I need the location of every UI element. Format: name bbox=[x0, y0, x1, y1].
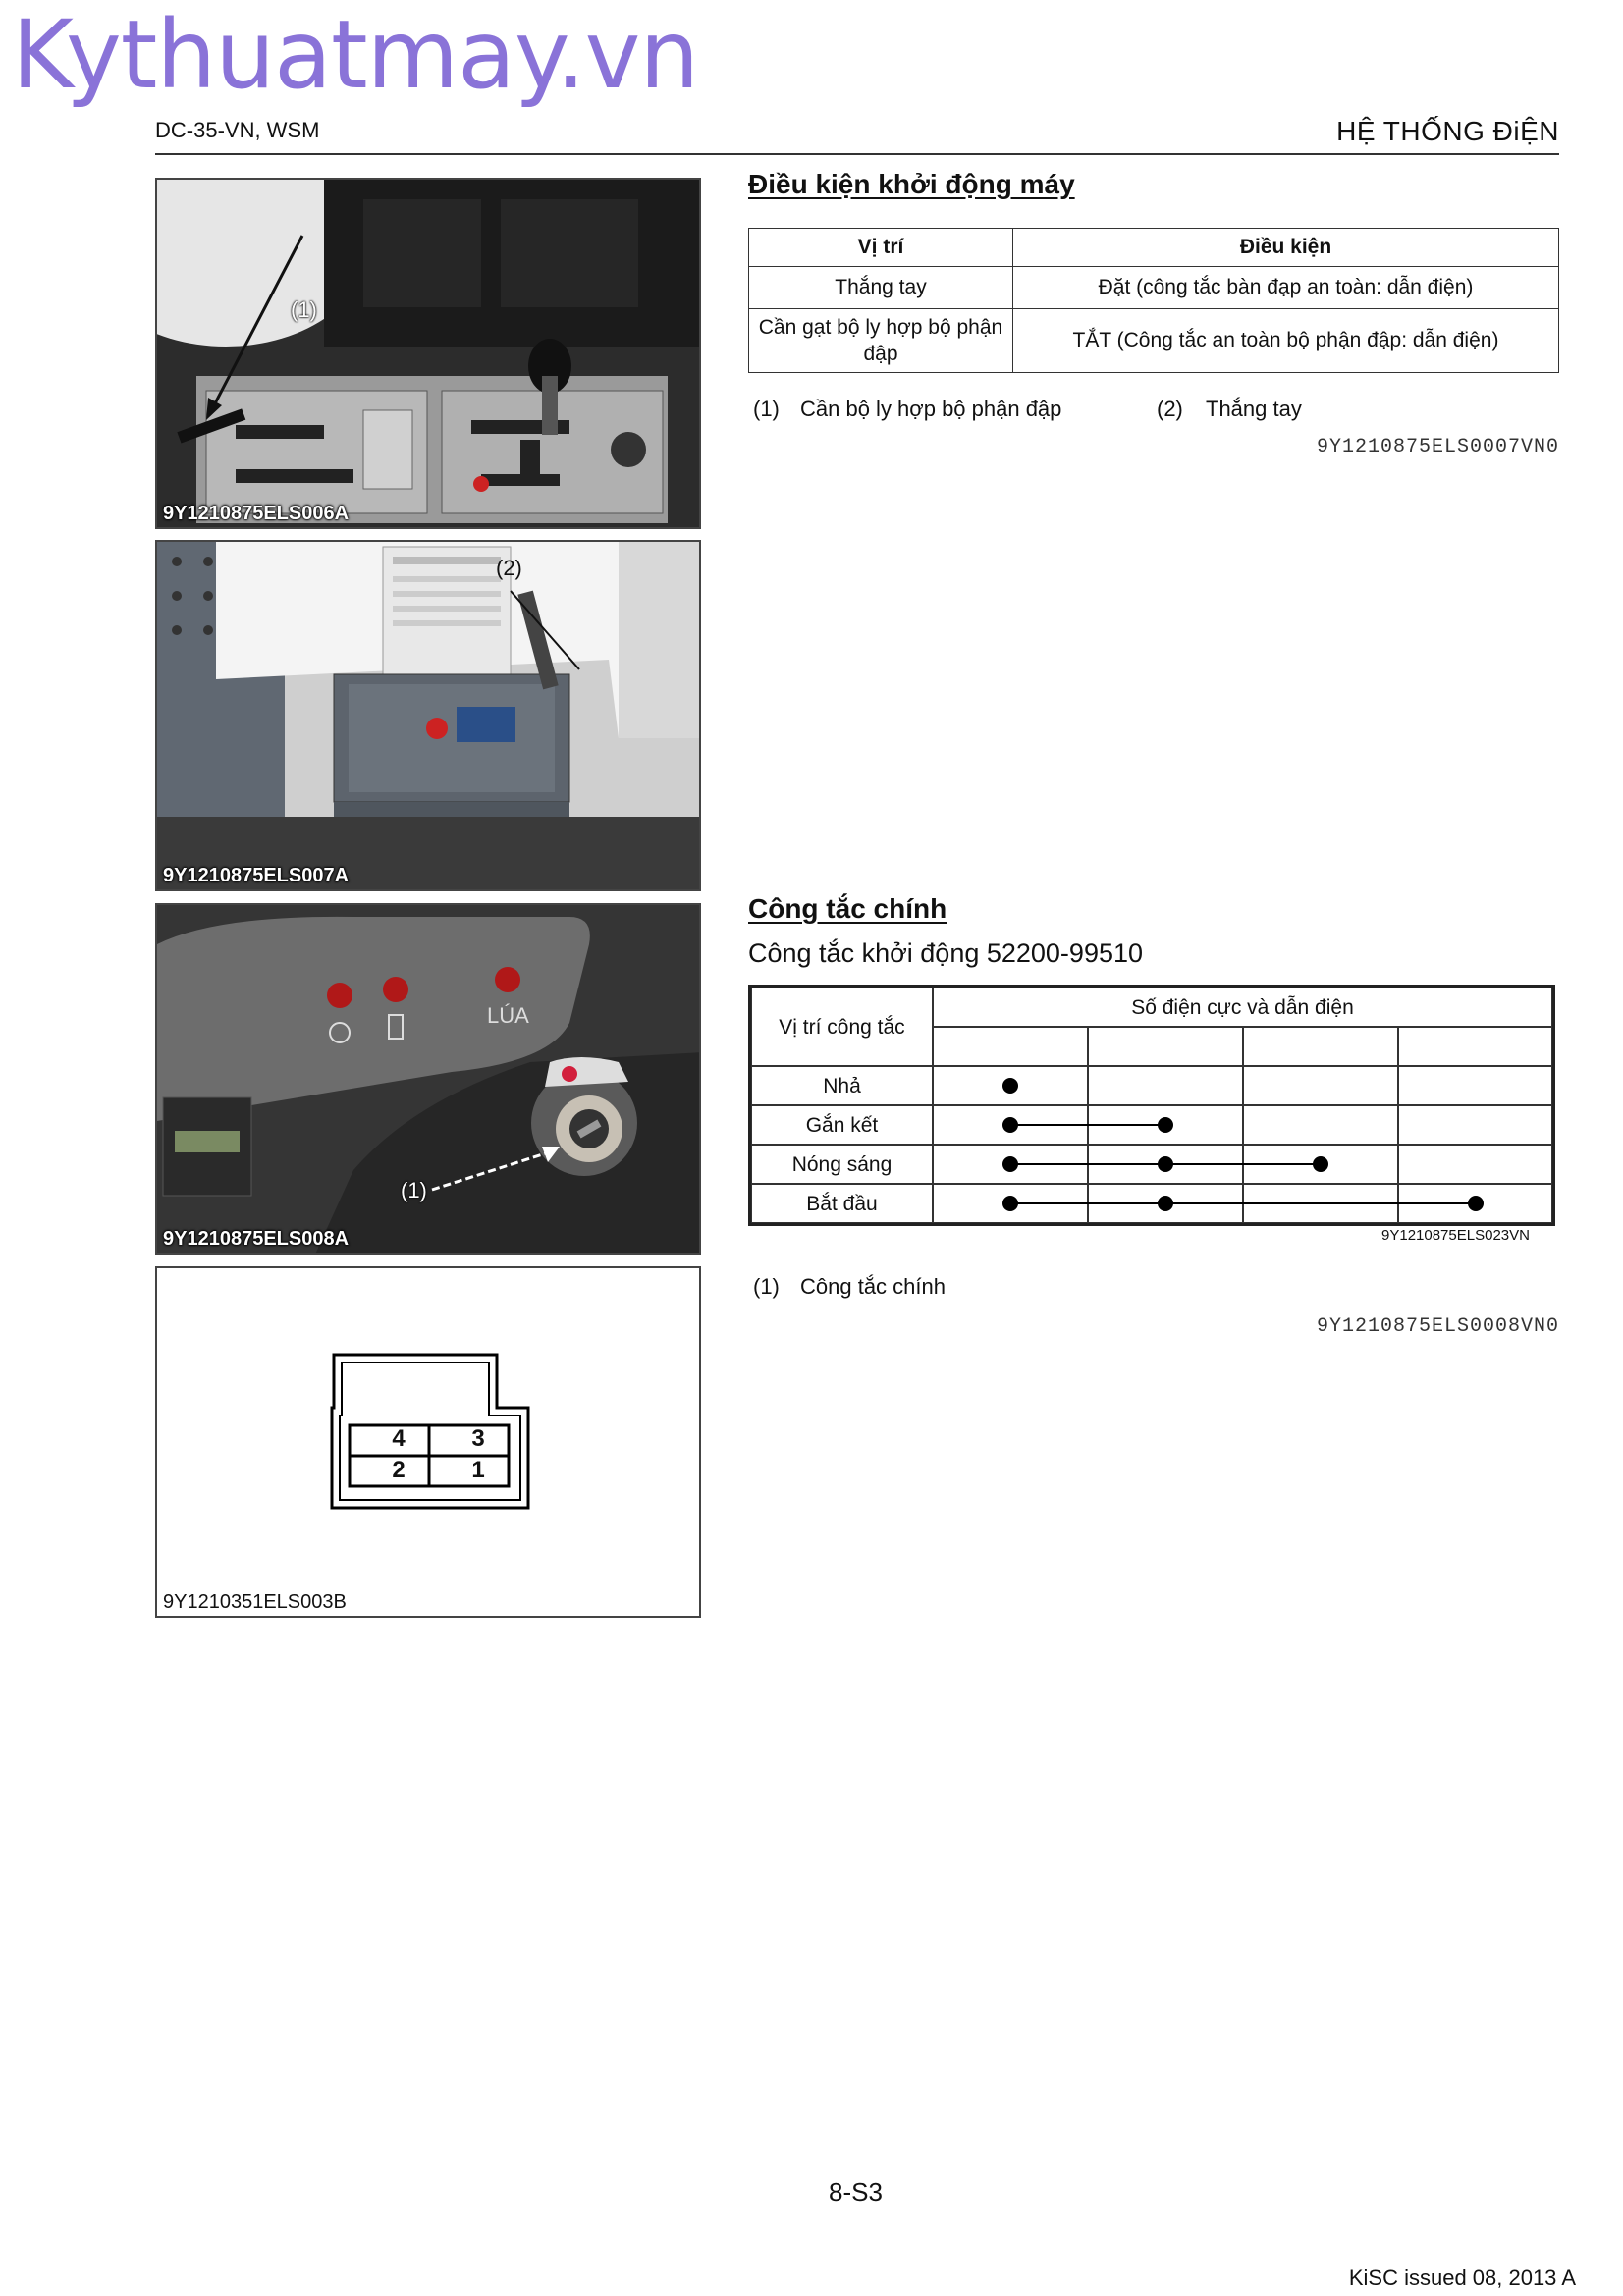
switch-conduction-table bbox=[748, 985, 1555, 1226]
switch-col-header: Số điện cực và dẫn điện bbox=[933, 988, 1552, 1027]
pin-1: 1 bbox=[471, 1457, 485, 1483]
table-row bbox=[749, 267, 1559, 309]
connector-diagram bbox=[155, 1266, 701, 1618]
pin-2: 2 bbox=[392, 1457, 406, 1483]
switch-cell bbox=[1398, 1066, 1552, 1105]
switch-cell bbox=[1088, 1066, 1243, 1105]
header-model: DC-35-VN, WSM bbox=[155, 118, 320, 142]
header-rule bbox=[155, 153, 1559, 155]
photo-thresher-clutch-lever bbox=[155, 178, 701, 529]
switch-position-label: Gắn kết bbox=[751, 1105, 933, 1145]
photo-id-007A: 9Y1210875ELS007A bbox=[163, 865, 350, 886]
legend-text-2: Thắng tay bbox=[1206, 397, 1302, 421]
conduction-line bbox=[1010, 1124, 1165, 1126]
col-header-position: Vị trí bbox=[749, 229, 1013, 267]
header-section: HỆ THỐNG ĐiỆN bbox=[1336, 116, 1559, 146]
terminal-col-4 bbox=[1398, 1027, 1552, 1066]
page-number: 8-S3 bbox=[829, 2177, 883, 2207]
cell-position: Thắng tay bbox=[749, 267, 1013, 309]
switch-position-label: Nóng sáng bbox=[751, 1145, 933, 1184]
conduction-dot bbox=[1468, 1196, 1484, 1211]
photo-3-illustration bbox=[157, 905, 701, 1255]
switch-figure-code: 9Y1210875ELS023VN bbox=[1381, 1227, 1530, 1244]
conduction-dot bbox=[1002, 1078, 1018, 1094]
cell-condition: TẮT (Công tắc an toàn bộ phận đập: dẫn điện) bbox=[1013, 309, 1559, 373]
switch-position-label: Nhả bbox=[751, 1066, 933, 1105]
callout-1: (1) bbox=[291, 297, 317, 322]
terminal-col-2 bbox=[1088, 1027, 1243, 1066]
cell-condition: Đặt (công tắc bàn đạp an toàn: dẫn điện) bbox=[1013, 267, 1559, 309]
terminal-col-1 bbox=[933, 1027, 1088, 1066]
conduction-dot bbox=[1313, 1156, 1328, 1172]
panel-label: LÚA bbox=[487, 1003, 529, 1028]
photo-hand-brake bbox=[155, 540, 701, 891]
connector-outline bbox=[157, 1268, 701, 1618]
conduction-dot bbox=[1002, 1156, 1018, 1172]
conduction-line bbox=[1010, 1202, 1476, 1204]
pin-4: 4 bbox=[392, 1425, 406, 1452]
section-title-start-conditions: Điều kiện khởi động máy bbox=[748, 169, 1075, 199]
conduction-dot bbox=[1002, 1117, 1018, 1133]
photo-id-006A: 9Y1210875ELS006A bbox=[163, 503, 350, 524]
photo-2-illustration bbox=[157, 542, 701, 891]
section-title-main-switch: Công tắc chính bbox=[748, 893, 947, 924]
doc-code-2: 9Y1210875ELS0008VN0 bbox=[1316, 1315, 1559, 1338]
photo-id-003B: 9Y1210351ELS003B bbox=[163, 1591, 347, 1613]
issued-note: KiSC issued 08, 2013 A bbox=[1348, 2266, 1576, 2290]
conduction-dot bbox=[1002, 1196, 1018, 1211]
doc-code-1: 9Y1210875ELS0007VN0 bbox=[1316, 436, 1559, 458]
conduction-dot bbox=[1158, 1117, 1173, 1133]
photo-1-illustration bbox=[157, 180, 701, 529]
section-subtitle: Công tắc khởi động 52200-99510 bbox=[748, 938, 1144, 968]
legend-num-switch: (1) bbox=[753, 1274, 780, 1299]
terminal-col-3 bbox=[1243, 1027, 1398, 1066]
legend-num-2: (2) bbox=[1157, 397, 1183, 421]
photo-id-008A: 9Y1210875ELS008A bbox=[163, 1228, 350, 1250]
cell-position: Cần gạt bộ ly hợp bộ phận đập bbox=[749, 309, 1013, 373]
watermark: Kythuatmay.vn bbox=[12, 0, 699, 110]
pin-3: 3 bbox=[471, 1425, 485, 1452]
col-header-condition: Điều kiện bbox=[1013, 229, 1559, 267]
conduction-dot bbox=[1158, 1156, 1173, 1172]
legend-text-switch: Công tắc chính bbox=[800, 1274, 946, 1299]
switch-cell bbox=[1243, 1105, 1398, 1145]
legend-num-1: (1) bbox=[753, 397, 780, 421]
table-header-row bbox=[749, 229, 1559, 267]
switch-row-header: Vị trí công tắc bbox=[751, 988, 933, 1066]
start-conditions-table bbox=[748, 228, 1559, 373]
table-row bbox=[749, 309, 1559, 373]
switch-cell bbox=[1398, 1145, 1552, 1184]
conduction-dot bbox=[1158, 1196, 1173, 1211]
legend-text-1: Cần bộ ly hợp bộ phận đập bbox=[800, 397, 1062, 421]
photo-main-switch bbox=[155, 903, 701, 1255]
switch-cell bbox=[1398, 1105, 1552, 1145]
callout-2: (2) bbox=[496, 556, 522, 580]
switch-position-label: Bắt đầu bbox=[751, 1184, 933, 1223]
switch-cell bbox=[1243, 1066, 1398, 1105]
callout-1-switch: (1) bbox=[401, 1178, 427, 1202]
